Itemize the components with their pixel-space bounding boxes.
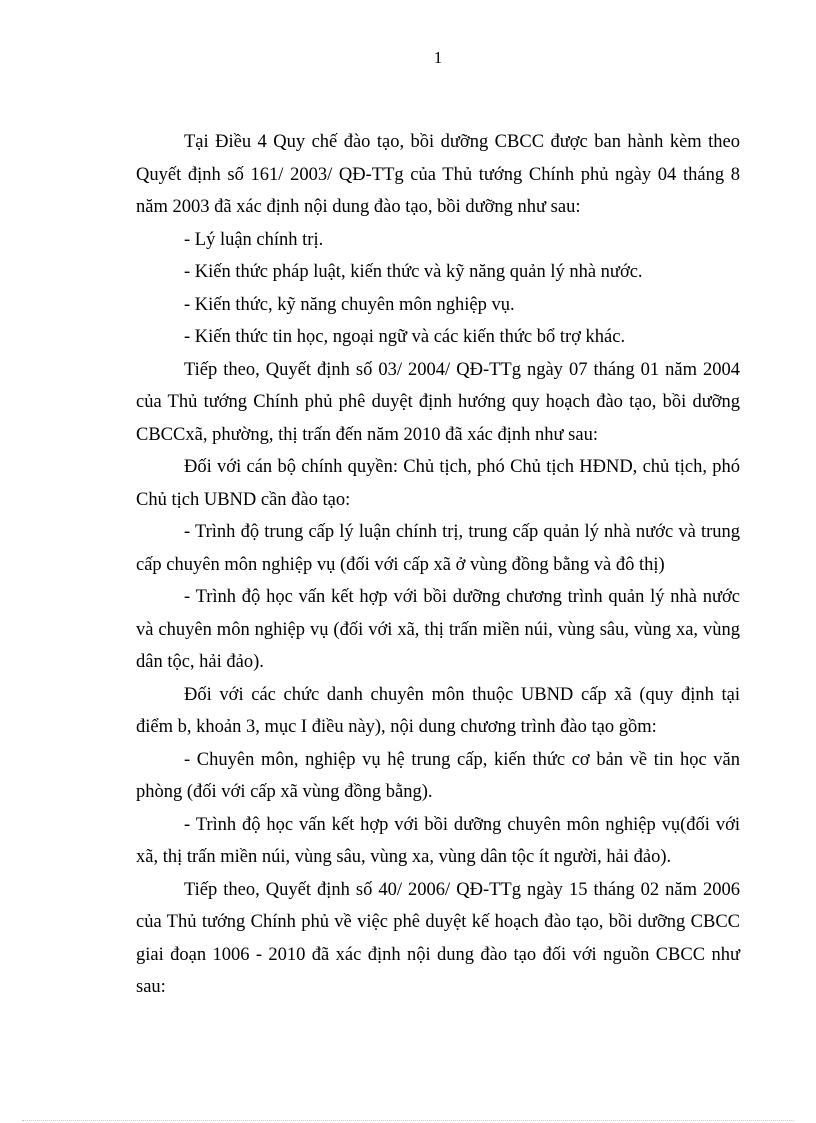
list-item-professional-skills: - Kiến thức, kỹ năng chuyên môn nghiệp vụ.: [184, 294, 515, 315]
list-item-specialist-training: - Chuyên môn, nghiệp vụ hệ trung cấp, kiến thức cơ bản về tin học văn phòng (đối với cấp xã vùng đồng bằng).: [136, 749, 740, 802]
list-item-intermediate-level: - Trình độ trung cấp lý luận chính trị, trung cấp quản lý nhà nước và trung cấp chuyên môn nghiệp vụ (đối với cấp xã ở vùng đồng bằng và đô thị): [136, 522, 740, 575]
paragraph-specialist-positions: Đối với các chức danh chuyên môn thuộc UBND cấp xã (quy định tại điểm b, khoản 3, mục I điều này), nội dung chương trình đào tạo gồm:: [136, 684, 740, 737]
list-item-it-languages: - Kiến thức tin học, ngoại ngữ và các kiến thức bổ trợ khác.: [184, 327, 626, 347]
paragraph-decision-03: Tiếp theo, Quyết định số 03/ 2004/ QĐ-TTg ngày 07 tháng 01 năm 2004 của Thủ tướng Chính phủ phê duyệt định hướng quy hoạch đào tạo, bồi dưỡng CBCCxã, phường, thị trấn đến năm 2010 đã xác định như sau:: [136, 359, 740, 445]
document-body: [136, 126, 740, 1004]
paragraph-decision-40: Tiếp theo, Quyết định số 40/ 2006/ QĐ-TTg ngày 15 tháng 02 năm 2006 của Thủ tướng Chính phủ về việc phê duyệt kế hoạch đào tạo, bồi dưỡng CBCC giai đoạn 1006 - 2010 đã xác định nội dung đào tạo đối với nguồn CBCC như sau:: [136, 879, 740, 997]
list-item-education-level: - Trình độ học vấn kết hợp với bồi dưỡng chương trình quản lý nhà nước và chuyên môn nghiệp vụ (đối với xã, thị trấn miền núi, vùng sâu, vùng xa, vùng dân tộc, hải đảo).: [136, 587, 740, 672]
list-item-education-remote: - Trình độ học vấn kết hợp với bồi dưỡng chuyên môn nghiệp vụ(đối với xã, thị trấn miền núi, vùng sâu, vùng xa, vùng dân tộc ít người, hải đảo).: [136, 814, 740, 867]
page-number: 1: [433, 48, 443, 67]
paragraph-government-officials: Đối với cán bộ chính quyền: Chủ tịch, phó Chủ tịch HĐND, chủ tịch, phó Chủ tịch UBND cần đào tạo:: [136, 457, 740, 510]
list-item-political-theory: - Lý luận chính trị.: [184, 229, 324, 250]
page-bottom-border: [22, 1120, 794, 1121]
list-item-law-knowledge: - Kiến thức pháp luật, kiến thức và kỹ năng quản lý nhà nước.: [184, 262, 643, 282]
paragraph-intro: Tại Điều 4 Quy chế đào tạo, bồi dưỡng CBCC được ban hành kèm theo Quyết định số 161/ 2003/ QĐ-TTg của Thủ tướng Chính phủ ngày 04 tháng 8 năm 2003 đã xác định nội dung đào tạo, bồi dưỡng như sau:: [136, 132, 740, 217]
